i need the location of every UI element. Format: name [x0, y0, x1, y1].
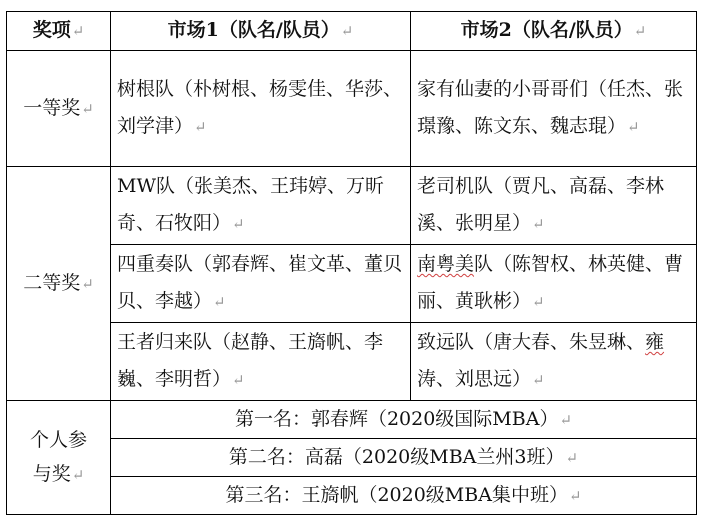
paragraph-mark-icon: ↵ — [627, 118, 640, 136]
paragraph-mark-icon: ↵ — [232, 371, 245, 389]
second-prize-row-1 — [7, 167, 697, 245]
second-prize-label: 二等奖↵ — [7, 167, 111, 401]
individual-winner-1: 第一名：郭春辉（2020级国际MBA）↵ — [111, 401, 697, 439]
paragraph-mark-icon: ↵ — [532, 293, 545, 311]
individual-label: 个人参 与奖↵ — [7, 401, 111, 515]
paragraph-mark-icon: ↵ — [340, 22, 354, 40]
first-prize-market1: 树根队（朴树根、杨雯佳、华莎、刘学津）↵ — [111, 51, 411, 167]
individual-winner-2: 第二名：高磊（2020级MBA兰州3班）↵ — [111, 439, 697, 477]
first-prize-market2: 家有仙妻的小哥哥们（任杰、张璟豫、陈文东、魏志琨）↵ — [411, 51, 697, 167]
header-category: 奖项↵ — [7, 12, 111, 51]
paragraph-mark-icon: ↵ — [81, 274, 94, 293]
paragraph-mark-icon: ↵ — [532, 371, 545, 389]
second-prize-market1-2: 四重奏队（郭春辉、崔文革、董贝贝、李越）↵ — [111, 245, 411, 323]
paragraph-mark-icon: ↵ — [213, 293, 226, 311]
individual-row-2 — [7, 439, 697, 477]
paragraph-mark-icon: ↵ — [633, 22, 647, 40]
paragraph-mark-icon: ↵ — [71, 466, 85, 484]
paragraph-mark-icon: ↵ — [565, 449, 579, 467]
individual-row-3 — [7, 477, 697, 515]
second-prize-market2-3: 致远队（唐大春、朱昱琳、雍涛、刘思远）↵ — [411, 323, 697, 401]
second-prize-market2-1: 老司机队（贾凡、高磊、李林溪、张明星）↵ — [411, 167, 697, 245]
header-market1: 市场1（队名/队员）↵ — [111, 12, 411, 51]
individual-winner-3: 第三名：王旖帆（2020级MBA集中班）↵ — [111, 477, 697, 515]
paragraph-mark-icon: ↵ — [81, 99, 94, 118]
paragraph-mark-icon: ↵ — [194, 118, 207, 136]
second-prize-market2-2: 南粤美队（陈智权、林英健、曹丽、黄耿彬）↵ — [411, 245, 697, 323]
second-prize-row-2 — [7, 245, 697, 323]
paragraph-mark-icon: ↵ — [71, 22, 85, 40]
spellcheck-underlined-text: 雍 — [645, 331, 665, 353]
first-prize-row — [7, 51, 697, 167]
second-prize-market1-3: 王者归来队（赵静、王旖帆、李巍、李明哲）↵ — [111, 323, 411, 401]
first-prize-label: 一等奖↵ — [7, 51, 111, 167]
header-row — [7, 12, 697, 51]
second-prize-market1-1: MW队（张美杰、王玮婷、万昕奇、石牧阳）↵ — [111, 167, 411, 245]
awards-table — [6, 11, 697, 515]
paragraph-mark-icon: ↵ — [532, 215, 545, 233]
second-prize-row-3 — [7, 323, 697, 401]
header-market2: 市场2（队名/队员）↵ — [411, 12, 697, 51]
paragraph-mark-icon: ↵ — [568, 487, 582, 505]
spellcheck-underlined-text: 南粤美 — [417, 253, 475, 275]
individual-row-1 — [7, 401, 697, 439]
paragraph-mark-icon: ↵ — [232, 215, 245, 233]
paragraph-mark-icon: ↵ — [559, 411, 573, 429]
